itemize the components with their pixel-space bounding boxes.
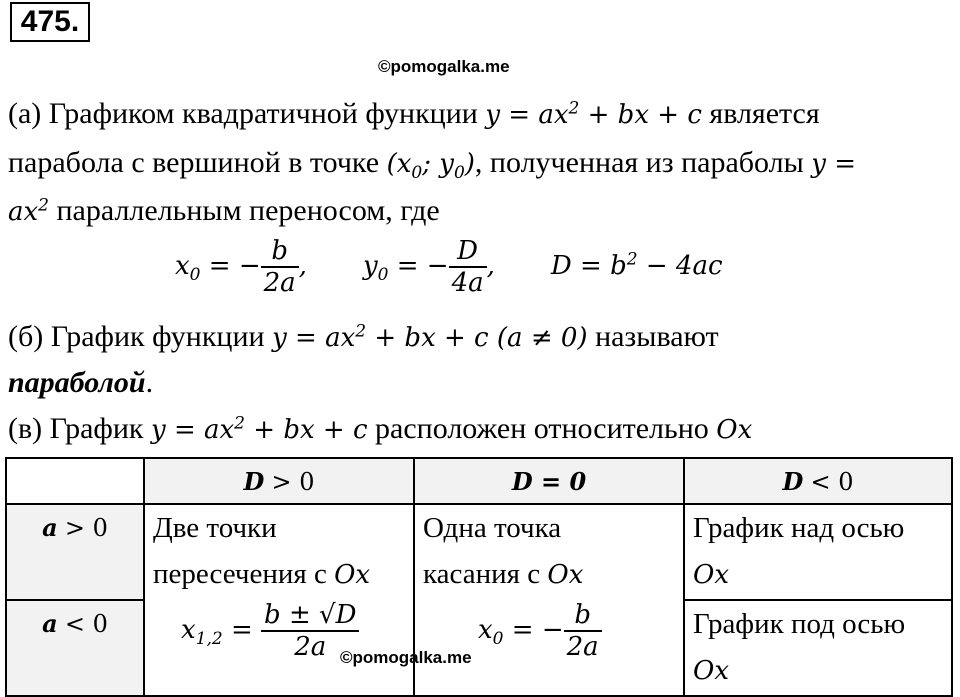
- part-b-line-1: [8, 320, 719, 354]
- axis-ox-dzero: Ox: [547, 560, 584, 590]
- roots-formula: $x_{1,2}$ = $\frac{b \pm √D}{2a}$: [153, 600, 413, 662]
- formula-ax2: $ax^2$: [8, 195, 49, 227]
- d-pos-line1: Две точки: [153, 512, 277, 544]
- formula-y0: $y_0$ = − $\frac{D}{4a}$ ,: [362, 236, 495, 298]
- header-d-positive: D > 0: [144, 458, 414, 504]
- d-zero-line2: касания с: [423, 558, 541, 590]
- d-neg-below: График под осью: [693, 608, 906, 640]
- parabola-term: параболой: [8, 366, 146, 399]
- cell-d-negative-a-negative: [684, 600, 952, 696]
- row-label-a-negative: a < 0: [6, 600, 144, 696]
- part-b-called: называют: [595, 320, 719, 353]
- formula-quadratic-c: $y = ax^2$ + bx + c: [150, 413, 368, 445]
- vertex-point: ($x_0$; $y_0$): [386, 149, 475, 184]
- part-c-relative: расположен относительно: [375, 412, 709, 445]
- axis-ox-below: Ox: [693, 656, 729, 686]
- vertex-formulas: [175, 236, 723, 298]
- d-neg-above: График над осью: [693, 512, 905, 544]
- watermark-top: ©pomogalka.me: [378, 57, 510, 76]
- header-d-negative: D < 0: [684, 458, 952, 504]
- formula-discriminant: $D = b^2 - 4ac$: [550, 249, 723, 281]
- axis-ox: Ox: [716, 415, 753, 445]
- d-pos-line2: пересечения с: [153, 558, 327, 590]
- formula-y-eq: y =: [811, 149, 857, 179]
- part-a-line-2: [8, 146, 857, 184]
- table-corner-cell: [6, 458, 144, 504]
- axis-ox-dpos: Ox: [334, 560, 371, 590]
- d-zero-line1: Одна точка: [423, 512, 562, 544]
- part-a-line-1: [8, 97, 820, 131]
- part-b-period: .: [145, 366, 154, 399]
- part-b-prefix: (б) График функции: [8, 320, 265, 353]
- part-a-is: является: [709, 97, 820, 130]
- part-c-line: [8, 412, 752, 446]
- part-b-line-2: [8, 366, 153, 400]
- formula-quadratic-b: $y = ax^2$ + bx + c (a ≠ 0): [272, 321, 588, 353]
- row-label-a-positive: a > 0: [6, 504, 144, 600]
- part-a-translation: параллельным переносом, где: [56, 194, 440, 227]
- part-a-prefix: (а) Графиком квадратичной функции: [8, 97, 478, 130]
- header-d-zero: D = 0: [414, 458, 684, 504]
- problem-number: 475.: [10, 2, 90, 42]
- axis-ox-above: Ox: [693, 560, 729, 590]
- watermark-bottom: ©pomogalka.me: [340, 648, 472, 667]
- part-a-from-parabola: , полученная из параболы: [474, 146, 804, 179]
- table-header-row: [6, 458, 952, 504]
- part-c-prefix: (в) График: [8, 412, 144, 445]
- table-row-a-positive: [6, 504, 952, 600]
- formula-x0: $x_0$ = − $\frac{b}{2a}$ ,: [175, 236, 307, 298]
- formula-quadratic: $y = ax^2$ + bx + c: [485, 98, 702, 130]
- cell-d-negative-a-positive: [684, 504, 952, 600]
- discriminant-table: [5, 457, 953, 697]
- part-a-line-3: [8, 194, 440, 228]
- part-a-vertex-text: парабола с вершиной в точке: [8, 146, 380, 179]
- single-root-formula: $x_0$ = − $\frac{b}{2a}$: [423, 600, 683, 662]
